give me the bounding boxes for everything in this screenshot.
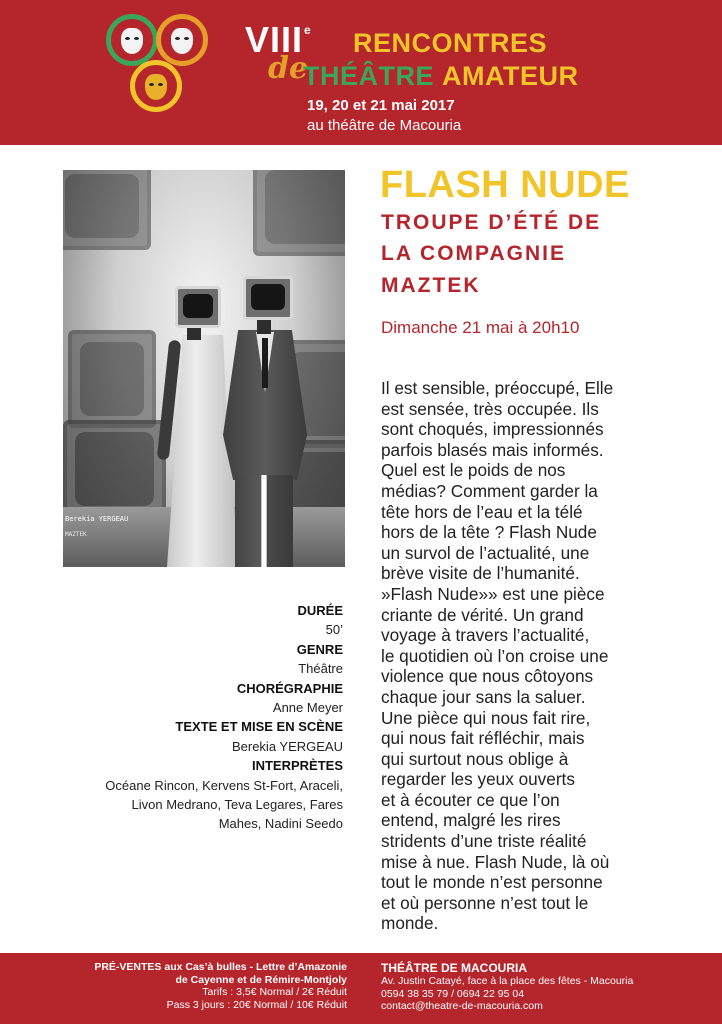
performers-label: INTERPRÈTES xyxy=(251,758,343,774)
presales-line xyxy=(0,961,347,974)
presales-location-2: de Cayenne et de Rémire-Montjoly xyxy=(175,973,347,986)
description-line: est sensée, très occupée. Ils xyxy=(381,398,599,419)
performers-line: Mahes, Nadini Seedo xyxy=(218,816,343,832)
yellow-ring-theatre-mask-icon xyxy=(130,60,182,112)
header-banner xyxy=(0,0,722,145)
description-line: et où personne n’est tout le xyxy=(381,892,589,913)
title-de: de xyxy=(268,51,309,86)
description-line: »Flash Nude»» est une pièce xyxy=(381,583,605,604)
presales-heading: PRÉ-VENTES xyxy=(94,961,162,973)
description-line: mise à nue. Flash Nude, là où xyxy=(381,851,610,872)
footer-banner xyxy=(0,953,722,1024)
description-line: regarder les yeux ouverts xyxy=(381,769,575,790)
description-line: parfois blasés mais informés. xyxy=(381,439,604,460)
venue-address: Av. Justin Catayé, face à la place des fêtes - Macouria xyxy=(381,975,634,987)
description-line: violence que nous côtoyons xyxy=(381,666,594,687)
festival-venue: au théâtre de Macouria xyxy=(307,117,462,134)
green-ring-comedy-mask-icon xyxy=(106,14,158,66)
description-line: Une pièce qui nous fait rire, xyxy=(381,707,591,728)
description-line: voyage à travers l’actualité, xyxy=(381,625,590,646)
venue-info xyxy=(381,961,633,1013)
text-direction-label: TEXTE ET MISE EN SCÈNE xyxy=(175,719,343,735)
description-line: un survol de l’actualité, une xyxy=(381,542,590,563)
genre-value: Théâtre xyxy=(298,661,343,677)
description-line: qui surtout nous oblige à xyxy=(381,748,569,769)
duration-value: 50’ xyxy=(325,622,343,638)
troupe-line: TROUPE D’ÉTÉ DE xyxy=(381,211,602,234)
venue-name: THÉÂTRE DE MACOURIA xyxy=(381,961,527,975)
description-line: monde. xyxy=(381,913,439,934)
description-line: brève visite de l’humanité. xyxy=(381,563,580,584)
tv-head-icon xyxy=(175,286,221,328)
presales-line xyxy=(0,974,347,987)
tarifs-line: Tarifs : 3,5€ Normal / 2€ Réduit xyxy=(202,986,347,999)
description-line: Quel est le poids de nos xyxy=(381,460,566,481)
show-description xyxy=(381,378,661,934)
choreography-label: CHORÉGRAPHIE xyxy=(236,680,343,696)
description-line: Il est sensible, préoccupé, Elle xyxy=(381,378,614,398)
description-line: sont choqués, impressionnés xyxy=(381,419,604,440)
description-line: le quotidien où l’on croise une xyxy=(381,645,609,666)
genre-label: GENRE xyxy=(296,641,343,657)
duration-label: DURÉE xyxy=(297,603,343,618)
title-theatre: THÉÂTRE xyxy=(303,61,434,91)
description-line: entend, malgré les rires xyxy=(381,810,561,831)
edition-number: VIIIe xyxy=(245,19,312,60)
photo-credit: Berekia YERGEAU xyxy=(65,515,129,523)
show-credits xyxy=(40,601,343,834)
tv-head-icon xyxy=(243,276,293,320)
description-line: et à écouter ce que l’on xyxy=(381,789,560,810)
festival-dates: 19, 20 et 21 mai 2017 xyxy=(307,97,455,114)
description-line: stridents d’une triste réalité xyxy=(381,831,587,852)
description-line: tout le monde n’est personne xyxy=(381,872,603,893)
choreography-value: Anne Meyer xyxy=(272,700,343,716)
venue-email[interactable]: contact@theatre-de-macouria.com xyxy=(381,1000,543,1013)
festival-logo xyxy=(104,12,216,120)
performers-line: Livon Medrano, Teva Legares, Fares xyxy=(131,797,343,813)
show-photo xyxy=(63,170,345,567)
presales-location: aux Cas’à bulles - Lettre d’Amazonie xyxy=(161,961,347,973)
description-line: qui nous fait réfléchir, mais xyxy=(381,728,585,749)
description-line: chaque jour sans la saluer. xyxy=(381,686,586,707)
text-direction-value: Berekia YERGEAU xyxy=(231,738,343,754)
description-line: tête hors de l’eau et la télé xyxy=(381,501,583,522)
troupe-line: LA COMPAGNIE xyxy=(381,242,566,265)
troupe-line: MAZTEK xyxy=(381,274,481,297)
title-amateur: AMATEUR xyxy=(442,61,579,91)
description-line: criante de vérité. Un grand xyxy=(381,604,584,625)
venue-phones: 0594 38 35 79 / 0694 22 95 04 xyxy=(381,987,525,1000)
pass-line: Pass 3 jours : 20€ Normal / 10€ Réduit xyxy=(166,998,347,1011)
performers-line: Océane Rincon, Kervens St-Fort, Araceli, xyxy=(105,777,343,793)
description-line: hors de la tête ? Flash Nude xyxy=(381,522,597,543)
orange-ring-tragedy-mask-icon xyxy=(156,14,208,66)
description-line: médias? Comment garder la xyxy=(381,480,598,501)
show-title: FLASH NUDE xyxy=(380,164,630,206)
photo-credit-company: MAZTEK xyxy=(65,531,87,538)
title-rencontres: RENCONTRES xyxy=(353,28,548,58)
presales-info xyxy=(0,961,347,1011)
show-date: Dimanche 21 mai à 20h10 xyxy=(381,318,580,337)
